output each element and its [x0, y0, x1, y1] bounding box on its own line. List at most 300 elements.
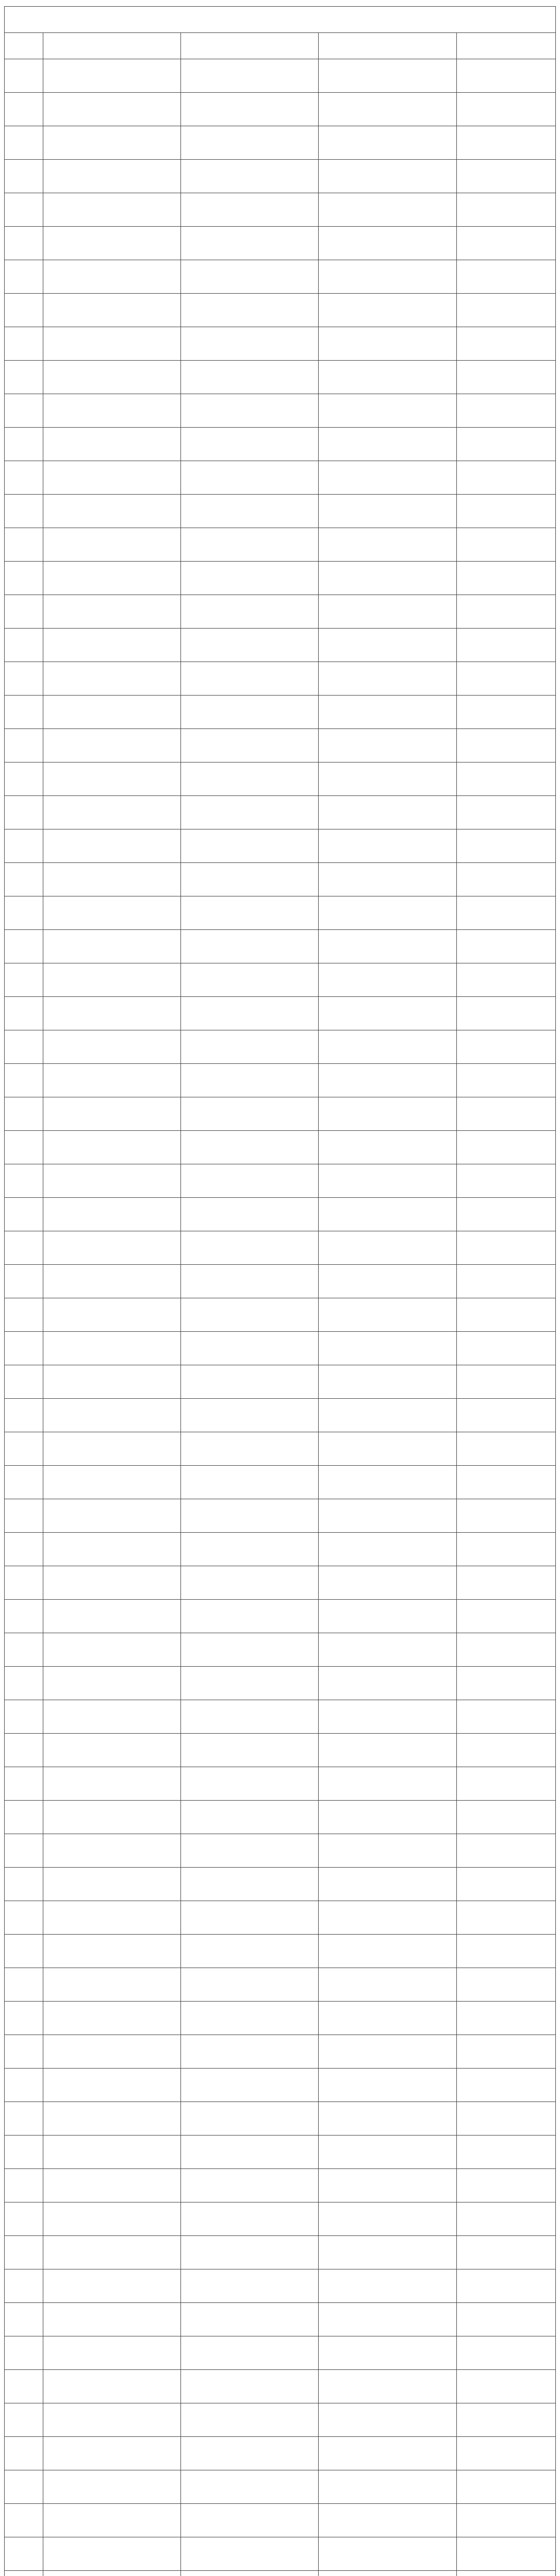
cell-school — [43, 963, 180, 997]
cell-no — [5, 1734, 43, 1767]
cell-no — [5, 1131, 43, 1164]
table-row — [5, 2202, 556, 2236]
table-row — [5, 1700, 556, 1734]
cell-school — [43, 327, 180, 361]
cell-no — [5, 260, 43, 294]
table-row — [5, 696, 556, 729]
cell-group — [181, 2437, 319, 2470]
table-row — [5, 260, 556, 294]
cell-note — [456, 562, 555, 595]
cell-note — [456, 2236, 555, 2269]
cell-note — [456, 1231, 555, 1265]
cell-school — [43, 1332, 180, 1365]
cell-school — [43, 1198, 180, 1231]
cell-note — [456, 1198, 555, 1231]
cell-group — [181, 2303, 319, 2336]
cell-school — [43, 2437, 180, 2470]
cell-no — [5, 1332, 43, 1365]
cell-school — [43, 863, 180, 896]
cell-school — [43, 1935, 180, 1968]
cell-note — [456, 1868, 555, 1901]
cell-note — [456, 662, 555, 696]
cell-school — [43, 662, 180, 696]
cell-school — [43, 1667, 180, 1700]
cell-group — [181, 2202, 319, 2236]
cell-core — [319, 294, 456, 327]
cell-school — [43, 829, 180, 863]
cell-school — [43, 1600, 180, 1633]
cell-note — [456, 2504, 555, 2537]
header-core — [319, 33, 456, 59]
cell-core — [319, 1432, 456, 1466]
cell-school — [43, 1801, 180, 1834]
cell-note — [456, 1399, 555, 1432]
table-row — [5, 1466, 556, 1499]
cell-group — [181, 963, 319, 997]
cell-group — [181, 1131, 319, 1164]
table-row — [5, 1935, 556, 1968]
table-row — [5, 2303, 556, 2336]
cell-note — [456, 227, 555, 260]
cell-group — [181, 193, 319, 227]
cell-core — [319, 1365, 456, 1399]
cell-no — [5, 1198, 43, 1231]
cell-no — [5, 662, 43, 696]
cell-group — [181, 2571, 319, 2576]
cell-no — [5, 327, 43, 361]
table-row — [5, 227, 556, 260]
cell-core — [319, 2336, 456, 2370]
cell-no — [5, 2035, 43, 2069]
cell-school — [43, 2303, 180, 2336]
header-note — [456, 33, 555, 59]
cell-core — [319, 662, 456, 696]
table-row — [5, 1600, 556, 1633]
header-school — [43, 33, 180, 59]
cell-no — [5, 1466, 43, 1499]
cell-group — [181, 2336, 319, 2370]
cell-school — [43, 2269, 180, 2303]
cell-core — [319, 2370, 456, 2403]
cell-core — [319, 2403, 456, 2437]
cell-core — [319, 997, 456, 1030]
cell-core — [319, 2437, 456, 2470]
cell-no — [5, 863, 43, 896]
header-group — [181, 33, 319, 59]
cell-note — [456, 428, 555, 461]
cell-group — [181, 629, 319, 662]
cell-note — [456, 2269, 555, 2303]
cell-school — [43, 595, 180, 629]
cell-note — [456, 59, 555, 93]
cell-note — [456, 896, 555, 930]
table-row — [5, 1064, 556, 1097]
cell-group — [181, 1231, 319, 1265]
table-row — [5, 1030, 556, 1064]
table-row — [5, 495, 556, 528]
cell-school — [43, 2169, 180, 2202]
header-no — [5, 33, 43, 59]
cell-no — [5, 160, 43, 193]
cell-group — [181, 1030, 319, 1064]
cell-note — [456, 1566, 555, 1600]
cell-core — [319, 1700, 456, 1734]
cell-group — [181, 1868, 319, 1901]
table-row — [5, 2002, 556, 2035]
cell-school — [43, 1365, 180, 1399]
cell-core — [319, 2002, 456, 2035]
table-row — [5, 93, 556, 126]
cell-core — [319, 796, 456, 829]
cell-school — [43, 2136, 180, 2169]
cell-note — [456, 1767, 555, 1801]
cell-group — [181, 361, 319, 394]
cell-group — [181, 796, 319, 829]
cell-no — [5, 2537, 43, 2571]
cell-core — [319, 696, 456, 729]
table-row — [5, 2437, 556, 2470]
cell-no — [5, 2202, 43, 2236]
table-row — [5, 2035, 556, 2069]
cell-core — [319, 729, 456, 762]
cell-note — [456, 930, 555, 963]
cell-note — [456, 2537, 555, 2571]
cell-note — [456, 1332, 555, 1365]
cell-core — [319, 1466, 456, 1499]
cell-school — [43, 1533, 180, 1566]
cell-no — [5, 1499, 43, 1533]
cell-no — [5, 1298, 43, 1332]
table-row — [5, 729, 556, 762]
cell-school — [43, 2236, 180, 2269]
table-row — [5, 126, 556, 160]
cell-group — [181, 59, 319, 93]
table-row — [5, 1265, 556, 1298]
cell-core — [319, 1801, 456, 1834]
cell-no — [5, 2069, 43, 2102]
cell-note — [456, 2169, 555, 2202]
table-row — [5, 896, 556, 930]
cell-core — [319, 1968, 456, 2002]
cell-no — [5, 1365, 43, 1399]
cell-school — [43, 896, 180, 930]
cell-no — [5, 227, 43, 260]
cell-core — [319, 126, 456, 160]
table-row — [5, 1633, 556, 1667]
table-row — [5, 528, 556, 562]
table-row — [5, 2470, 556, 2504]
cell-no — [5, 595, 43, 629]
cell-note — [456, 394, 555, 428]
table-row — [5, 461, 556, 495]
cell-no — [5, 2002, 43, 2035]
cell-core — [319, 528, 456, 562]
cell-school — [43, 2470, 180, 2504]
table-row — [5, 1834, 556, 1868]
cell-no — [5, 1633, 43, 1667]
cell-school — [43, 1767, 180, 1801]
table-row — [5, 1097, 556, 1131]
cell-no — [5, 796, 43, 829]
cell-note — [456, 2002, 555, 2035]
table-row — [5, 1499, 556, 1533]
cell-group — [181, 1365, 319, 1399]
table-row — [5, 997, 556, 1030]
cell-no — [5, 1968, 43, 2002]
cell-group — [181, 227, 319, 260]
cell-no — [5, 93, 43, 126]
cell-core — [319, 1097, 456, 1131]
cell-core — [319, 2102, 456, 2136]
cell-no — [5, 1231, 43, 1265]
cell-no — [5, 997, 43, 1030]
cell-note — [456, 1633, 555, 1667]
cell-school — [43, 227, 180, 260]
cell-school — [43, 2370, 180, 2403]
cell-no — [5, 1667, 43, 1700]
cell-school — [43, 193, 180, 227]
cell-note — [456, 1097, 555, 1131]
cell-note — [456, 2202, 555, 2236]
cell-no — [5, 2336, 43, 2370]
cell-no — [5, 1868, 43, 1901]
cell-no — [5, 528, 43, 562]
cell-school — [43, 762, 180, 796]
table-row — [5, 1868, 556, 1901]
cell-core — [319, 2202, 456, 2236]
cell-note — [456, 1801, 555, 1834]
table-row — [5, 2571, 556, 2576]
cell-group — [181, 562, 319, 595]
cell-no — [5, 495, 43, 528]
cell-school — [43, 495, 180, 528]
cell-core — [319, 595, 456, 629]
table-row — [5, 1298, 556, 1332]
cell-group — [181, 1164, 319, 1198]
cell-group — [181, 1399, 319, 1432]
cell-group — [181, 2403, 319, 2437]
table-row — [5, 829, 556, 863]
cell-note — [456, 1164, 555, 1198]
cell-group — [181, 595, 319, 629]
cell-group — [181, 1633, 319, 1667]
cell-core — [319, 428, 456, 461]
cell-school — [43, 1499, 180, 1533]
cell-school — [43, 2537, 180, 2571]
table-row — [5, 2336, 556, 2370]
table-row — [5, 662, 556, 696]
table-row — [5, 59, 556, 93]
cell-no — [5, 2136, 43, 2169]
table-row — [5, 193, 556, 227]
cell-group — [181, 896, 319, 930]
cell-no — [5, 829, 43, 863]
cell-note — [456, 1499, 555, 1533]
cell-group — [181, 1935, 319, 1968]
cell-no — [5, 1164, 43, 1198]
cell-group — [181, 1499, 319, 1533]
cell-core — [319, 2236, 456, 2269]
cell-no — [5, 2370, 43, 2403]
table-row — [5, 762, 556, 796]
table-row — [5, 963, 556, 997]
table-row — [5, 327, 556, 361]
cell-core — [319, 963, 456, 997]
cell-note — [456, 260, 555, 294]
cell-no — [5, 729, 43, 762]
cell-school — [43, 1231, 180, 1265]
cell-school — [43, 2035, 180, 2069]
cell-school — [43, 126, 180, 160]
cell-school — [43, 294, 180, 327]
cell-group — [181, 2537, 319, 2571]
cell-group — [181, 160, 319, 193]
cell-core — [319, 896, 456, 930]
cell-note — [456, 2336, 555, 2370]
cell-note — [456, 1030, 555, 1064]
cell-group — [181, 2136, 319, 2169]
cell-group — [181, 2169, 319, 2202]
cell-note — [456, 193, 555, 227]
cell-school — [43, 1097, 180, 1131]
program-table — [4, 32, 556, 2576]
cell-core — [319, 2169, 456, 2202]
cell-note — [456, 2303, 555, 2336]
cell-school — [43, 2571, 180, 2576]
cell-school — [43, 997, 180, 1030]
cell-group — [181, 1432, 319, 1466]
cell-note — [456, 1432, 555, 1466]
cell-no — [5, 1767, 43, 1801]
cell-school — [43, 1298, 180, 1332]
cell-core — [319, 1131, 456, 1164]
table-row — [5, 796, 556, 829]
cell-no — [5, 1935, 43, 1968]
cell-school — [43, 930, 180, 963]
cell-school — [43, 1466, 180, 1499]
cell-school — [43, 2336, 180, 2370]
cell-core — [319, 1533, 456, 1566]
cell-group — [181, 2269, 319, 2303]
cell-group — [181, 1834, 319, 1868]
cell-note — [456, 762, 555, 796]
cell-no — [5, 59, 43, 93]
cell-core — [319, 1633, 456, 1667]
cell-school — [43, 59, 180, 93]
cell-school — [43, 562, 180, 595]
cell-note — [456, 1365, 555, 1399]
cell-note — [456, 729, 555, 762]
cell-note — [456, 1064, 555, 1097]
table-row — [5, 1801, 556, 1834]
cell-no — [5, 1600, 43, 1633]
cell-note — [456, 2370, 555, 2403]
cell-note — [456, 2403, 555, 2437]
cell-core — [319, 2537, 456, 2571]
cell-note — [456, 1834, 555, 1868]
cell-note — [456, 2069, 555, 2102]
cell-note — [456, 1968, 555, 2002]
cell-note — [456, 2470, 555, 2504]
cell-no — [5, 1801, 43, 1834]
cell-no — [5, 1700, 43, 1734]
table-row — [5, 394, 556, 428]
cell-core — [319, 629, 456, 662]
cell-no — [5, 2437, 43, 2470]
cell-group — [181, 2236, 319, 2269]
cell-school — [43, 729, 180, 762]
cell-core — [319, 1198, 456, 1231]
cell-group — [181, 327, 319, 361]
cell-group — [181, 1566, 319, 1600]
cell-core — [319, 1064, 456, 1097]
cell-school — [43, 1868, 180, 1901]
cell-core — [319, 2504, 456, 2537]
cell-core — [319, 1332, 456, 1365]
cell-group — [181, 461, 319, 495]
table-row — [5, 595, 556, 629]
cell-no — [5, 461, 43, 495]
cell-group — [181, 126, 319, 160]
table-row — [5, 629, 556, 662]
cell-group — [181, 2370, 319, 2403]
cell-school — [43, 1432, 180, 1466]
cell-group — [181, 1600, 319, 1633]
cell-core — [319, 2269, 456, 2303]
cell-note — [456, 1265, 555, 1298]
cell-core — [319, 1399, 456, 1432]
cell-school — [43, 1131, 180, 1164]
cell-school — [43, 1901, 180, 1935]
cell-core — [319, 2035, 456, 2069]
cell-school — [43, 629, 180, 662]
cell-no — [5, 2504, 43, 2537]
table-title-bar — [4, 6, 556, 32]
cell-group — [181, 2069, 319, 2102]
cell-group — [181, 528, 319, 562]
cell-school — [43, 2504, 180, 2537]
cell-core — [319, 1868, 456, 1901]
cell-core — [319, 1734, 456, 1767]
cell-group — [181, 1198, 319, 1231]
cell-no — [5, 2303, 43, 2336]
cell-note — [456, 1734, 555, 1767]
cell-note — [456, 1700, 555, 1734]
cell-group — [181, 1801, 319, 1834]
table-row — [5, 863, 556, 896]
cell-school — [43, 1265, 180, 1298]
cell-note — [456, 461, 555, 495]
cell-group — [181, 2035, 319, 2069]
cell-group — [181, 2470, 319, 2504]
cell-core — [319, 59, 456, 93]
cell-no — [5, 1432, 43, 1466]
table-row — [5, 2537, 556, 2571]
cell-no — [5, 126, 43, 160]
cell-group — [181, 1466, 319, 1499]
cell-core — [319, 863, 456, 896]
table-row — [5, 1968, 556, 2002]
table-row — [5, 2403, 556, 2437]
table-row — [5, 2370, 556, 2403]
cell-core — [319, 394, 456, 428]
cell-core — [319, 361, 456, 394]
cell-school — [43, 2202, 180, 2236]
table-row — [5, 1667, 556, 1700]
cell-core — [319, 1265, 456, 1298]
cell-no — [5, 1533, 43, 1566]
cell-core — [319, 93, 456, 126]
